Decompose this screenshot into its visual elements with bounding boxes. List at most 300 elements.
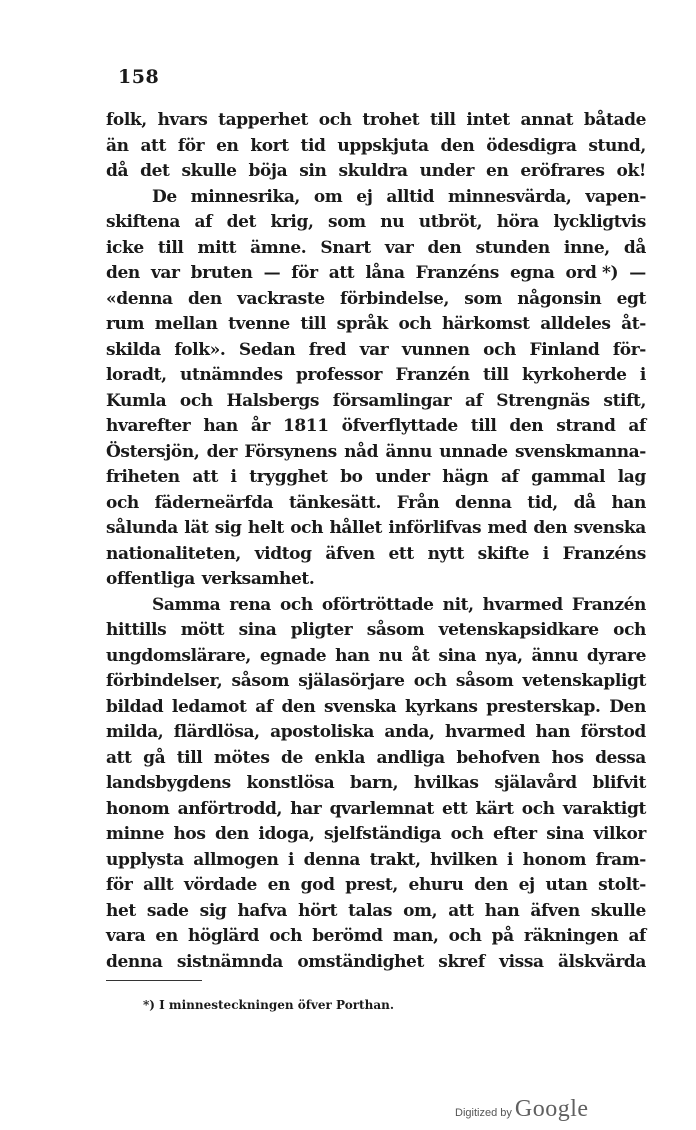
word: gammal [531, 467, 606, 487]
word: af [628, 926, 646, 946]
word: De [152, 186, 177, 207]
word: Halsbergs [226, 390, 320, 411]
word: om [313, 186, 343, 207]
word: såsom [366, 620, 425, 640]
text-line [106, 236, 646, 262]
word: idoga, [258, 824, 315, 844]
text-line [106, 338, 646, 364]
word: skiftena [106, 212, 180, 232]
text-line [106, 414, 646, 440]
word: af [255, 696, 273, 717]
word: ok! [616, 161, 646, 181]
word: då [623, 237, 646, 258]
word: icke [106, 237, 144, 258]
text-line [106, 389, 646, 415]
word: den [215, 824, 249, 844]
word: egt [616, 288, 646, 309]
text-line [106, 440, 646, 466]
word: qvarlemnat [329, 798, 434, 819]
word: Sedan [238, 339, 296, 360]
word: vackraste [237, 288, 325, 309]
word: de [281, 747, 303, 768]
word: nationaliteten, [106, 543, 241, 564]
word: «denna [106, 288, 173, 309]
word: och [269, 926, 303, 946]
word: Snart [320, 237, 371, 258]
word: inne, [563, 237, 610, 258]
word: som [464, 288, 502, 309]
word: hafva [237, 900, 288, 921]
word: fram- [595, 849, 646, 870]
word: för [106, 875, 133, 895]
word: Strengnäs [496, 390, 590, 411]
word: ödesdigra [486, 135, 577, 156]
word: efter [492, 824, 537, 844]
word: hvarefter [106, 416, 191, 436]
word: denna [455, 492, 512, 513]
word: minne [106, 824, 164, 844]
word: böja [248, 161, 288, 181]
word: någonsin [517, 288, 602, 309]
word: Kumla [106, 390, 167, 411]
word: sade [146, 900, 189, 921]
word: skifte [477, 543, 530, 564]
text-line [106, 134, 646, 160]
text-line [106, 669, 646, 695]
word: god [300, 875, 335, 895]
word: prest, [345, 875, 398, 895]
word: nu [378, 645, 403, 666]
word: vissa [499, 951, 544, 972]
word: omständighet [297, 951, 424, 972]
word: allmogen [193, 849, 279, 870]
word: för [291, 263, 318, 283]
word: i [507, 849, 514, 870]
word: flärdlösa, [173, 722, 260, 742]
word: att [192, 467, 218, 487]
word: och [290, 518, 324, 538]
word: på [491, 926, 514, 946]
word: hört [298, 900, 338, 921]
word: Östersjön, [106, 441, 200, 462]
word: folk, [106, 110, 147, 130]
word: sig [214, 518, 242, 538]
text-line [106, 950, 646, 976]
word: låna [365, 263, 405, 283]
word: tid, [527, 492, 558, 513]
word: ett [442, 798, 468, 819]
word: själavård [494, 773, 577, 793]
word: hvarmed [444, 722, 526, 742]
word: loradt, [106, 365, 167, 385]
footnote-divider [106, 980, 202, 981]
word: berömd [312, 926, 383, 946]
word: verksamhet. [201, 569, 315, 589]
word: denna [303, 849, 361, 870]
word: vördade [183, 875, 257, 895]
digitized-label: Digitized by [455, 1107, 512, 1119]
word: han [203, 416, 238, 436]
word: mötes [213, 747, 270, 768]
word: tvenne [228, 314, 290, 334]
word: nit, [442, 594, 474, 615]
word: församlingar [332, 390, 452, 411]
word: höglärd [187, 926, 260, 946]
word: af [465, 390, 483, 411]
word: förstod [580, 722, 646, 742]
word: ännu [385, 441, 432, 462]
word: i [230, 467, 237, 487]
word: ungdomslärare, [106, 645, 251, 666]
word: den [427, 237, 462, 258]
word: af [628, 416, 646, 436]
text-line [106, 720, 646, 746]
word: sina [546, 824, 585, 844]
word: nytt [427, 543, 464, 564]
word: offentliga [106, 569, 195, 589]
word: utnämndes [180, 365, 283, 385]
word: att [448, 900, 474, 921]
word: en [155, 926, 178, 946]
word: dyrare [586, 645, 646, 666]
word: dessa [595, 747, 646, 768]
digitized-by-watermark [455, 1096, 589, 1123]
word: att [106, 747, 132, 768]
text-line [106, 312, 646, 338]
word: och [448, 926, 482, 946]
word: friheten [106, 467, 180, 487]
word: af [500, 467, 519, 487]
word: till [157, 237, 184, 258]
word: skulle [181, 161, 237, 181]
word: vidtog [254, 543, 312, 564]
word: den [106, 263, 140, 283]
word: härkomst [441, 314, 530, 334]
word: skilda [106, 339, 161, 360]
text-line [106, 491, 646, 517]
word: åt- [621, 314, 646, 334]
word: nåd [344, 441, 379, 462]
word: sig [199, 900, 227, 921]
word: pligter [290, 620, 353, 640]
word: vetenskapligt [522, 671, 646, 691]
word: svenska [324, 696, 397, 717]
text-line [106, 746, 646, 772]
word: såsom [231, 671, 290, 691]
text-line [106, 185, 646, 211]
word: och [398, 314, 432, 334]
text-line [106, 771, 646, 797]
word: stift, [603, 390, 646, 411]
text-line [106, 287, 646, 313]
word: Från [396, 492, 440, 513]
word: den [474, 875, 508, 895]
word: lag [617, 467, 646, 487]
word: såsom [455, 671, 514, 691]
word: minnesrika, [190, 186, 300, 207]
word: honom [522, 849, 587, 870]
word: skref [438, 951, 485, 972]
word: enkla [314, 747, 365, 768]
word: ej [356, 186, 373, 207]
word: och [450, 824, 484, 844]
word: och [279, 594, 313, 615]
word: Samma [152, 594, 221, 615]
word: oförtröttade [321, 594, 434, 615]
word: hvilken [430, 849, 498, 870]
word: i [287, 849, 295, 870]
word: man, [392, 926, 439, 946]
word: den [533, 518, 568, 538]
word: trohet [362, 110, 420, 130]
word: 1811 [282, 416, 329, 436]
word: upplysta [106, 849, 184, 870]
word: det [140, 161, 170, 181]
word: bo [340, 467, 363, 487]
word: han [484, 900, 520, 921]
word: då [106, 161, 129, 181]
word: han [611, 492, 646, 513]
google-logo: Google [514, 1096, 589, 1122]
text-line [106, 261, 646, 287]
word: till [176, 747, 203, 768]
word: vapen- [585, 186, 646, 207]
word: med [487, 518, 528, 538]
word: mitt [197, 237, 237, 258]
word: hållet [329, 518, 382, 538]
word: egna [510, 263, 555, 283]
word: för [177, 135, 205, 156]
word: honom [106, 798, 170, 819]
word: anda, [384, 722, 435, 742]
word: nu [380, 212, 405, 232]
word: svenskmanna- [514, 441, 646, 462]
text-line [106, 618, 646, 644]
word: och [413, 671, 447, 691]
text-line [106, 210, 646, 236]
word: rena [229, 594, 271, 615]
word: han [535, 722, 571, 742]
word: minnesvärda, [448, 186, 572, 207]
word: en [267, 875, 290, 895]
word: fäderneärfda [154, 492, 274, 513]
word: vunnen [401, 339, 470, 360]
word: och [106, 492, 139, 513]
word: än [106, 135, 129, 156]
word: ord *) [565, 263, 619, 283]
word: varaktigt [562, 798, 646, 819]
word: i [639, 365, 646, 385]
word: professor [295, 365, 383, 385]
word: barn, [349, 773, 399, 793]
word: om, [403, 900, 438, 921]
page-number: 158 [118, 66, 160, 88]
text-line [106, 516, 646, 542]
word: den [509, 416, 544, 436]
word: älskvärda [558, 951, 646, 972]
word: äfven [325, 543, 375, 564]
word: till [429, 110, 456, 130]
word: milda, [106, 722, 164, 742]
text-line [106, 899, 646, 925]
word: sina [438, 645, 477, 666]
word: krig, [270, 212, 314, 232]
word: var [150, 263, 180, 283]
word: ehuru [408, 875, 464, 895]
word: folk». [174, 339, 226, 360]
word: het [106, 900, 136, 921]
word: behofven [456, 747, 540, 768]
word: vara [106, 926, 146, 946]
word: utan [545, 875, 588, 895]
word: den [440, 135, 475, 156]
word: vetenskapsidkare [438, 620, 599, 640]
word: språk [336, 314, 388, 334]
word: skuldra [338, 161, 408, 181]
word: egnade [259, 645, 327, 666]
word: sistnämnda [176, 951, 283, 972]
word: unnade [439, 441, 508, 462]
word: kärt [475, 798, 514, 819]
word: Franzéns [415, 263, 499, 283]
word: — [629, 263, 646, 283]
word: en [216, 135, 239, 156]
text-line [106, 695, 646, 721]
word: sålunda [106, 518, 178, 538]
word: allt [143, 875, 174, 895]
word: tid [300, 135, 326, 156]
text-line [106, 363, 646, 389]
word: sjelfständiga [323, 824, 442, 844]
body-text [106, 108, 646, 975]
word: hvilkas [413, 773, 479, 793]
word: sin [299, 161, 327, 181]
word: har [290, 798, 322, 819]
word: och [483, 339, 516, 360]
word: der [206, 441, 238, 462]
word: lyckligtvis [553, 212, 646, 232]
word: denna [106, 951, 163, 972]
word: konstlösa [246, 773, 335, 793]
word: mött [180, 620, 225, 640]
word: var [384, 237, 414, 258]
word: den [281, 696, 316, 717]
word: hvars [157, 110, 208, 130]
word: att [140, 135, 166, 156]
word: båtade [583, 110, 646, 130]
word: öfverflyttade [341, 416, 458, 436]
word: en [486, 161, 509, 181]
word: tänkesätt. [288, 492, 381, 513]
text-line [106, 542, 646, 568]
word: åt [411, 645, 430, 666]
word: gå [143, 747, 166, 768]
word: trakt, [369, 849, 421, 870]
word: ämne. [250, 237, 307, 258]
word: kort [250, 135, 289, 156]
word: trygghet [249, 467, 328, 487]
word: anförtrodd, [177, 798, 283, 819]
word: eröfrares [520, 161, 605, 181]
word: helt [247, 518, 284, 538]
text-line [106, 159, 646, 185]
word: räkningen [523, 926, 619, 946]
word: lät [184, 518, 209, 538]
text-line [106, 822, 646, 848]
word: annat [520, 110, 574, 130]
word: — [263, 263, 281, 283]
word: bildad [106, 696, 164, 717]
word: Franzéns [562, 543, 646, 564]
word: förbindelse, [339, 288, 449, 309]
word: införlifvas [388, 518, 482, 538]
word: ett [388, 543, 414, 564]
word: landsbygdens [106, 773, 231, 793]
word: stolt- [598, 875, 646, 895]
text-line [106, 644, 646, 670]
word: år [250, 416, 270, 436]
word: för- [612, 339, 646, 360]
word: äfven [530, 900, 580, 921]
word: var [359, 339, 389, 360]
text-line [106, 593, 646, 619]
word: stunden [475, 237, 550, 258]
text-line [106, 567, 646, 593]
word: andliga [376, 747, 445, 768]
word: han [335, 645, 370, 666]
word: talas [348, 900, 393, 921]
word: strand [556, 416, 616, 436]
word: kyrkoherde [521, 365, 627, 385]
word: intet [466, 110, 510, 130]
word: nya, [485, 645, 523, 666]
text-line [106, 797, 646, 823]
word: hvarmed [482, 594, 563, 615]
word: blifvit [592, 773, 646, 793]
word: i [542, 543, 549, 564]
text-line [106, 873, 646, 899]
word: hägn [442, 467, 489, 487]
word: af [194, 212, 213, 232]
word: skulle [590, 900, 646, 921]
word: och [179, 390, 213, 411]
word: till [482, 365, 509, 385]
word: ännu [531, 645, 578, 666]
word: hos [551, 747, 584, 768]
word: alltid [386, 186, 435, 207]
word: Finland [529, 339, 600, 360]
word: bruten [190, 263, 253, 283]
word: ledamot [171, 696, 247, 717]
word: Franzén [395, 365, 470, 385]
word: och [521, 798, 555, 819]
word: rum [106, 314, 145, 334]
word: som [328, 212, 366, 232]
word: Franzén [571, 594, 646, 615]
text-line [106, 848, 646, 874]
word: hittills [106, 620, 167, 640]
word: kyrkans [404, 696, 478, 717]
word: och [613, 620, 646, 640]
word: stund, [588, 135, 646, 156]
word: Den [609, 696, 646, 717]
word: då [573, 492, 596, 513]
word: presterskap. [486, 696, 601, 717]
word: att [328, 263, 355, 283]
word: utbröt, [418, 212, 483, 232]
word: den [187, 288, 222, 309]
word: mellan [154, 314, 218, 334]
